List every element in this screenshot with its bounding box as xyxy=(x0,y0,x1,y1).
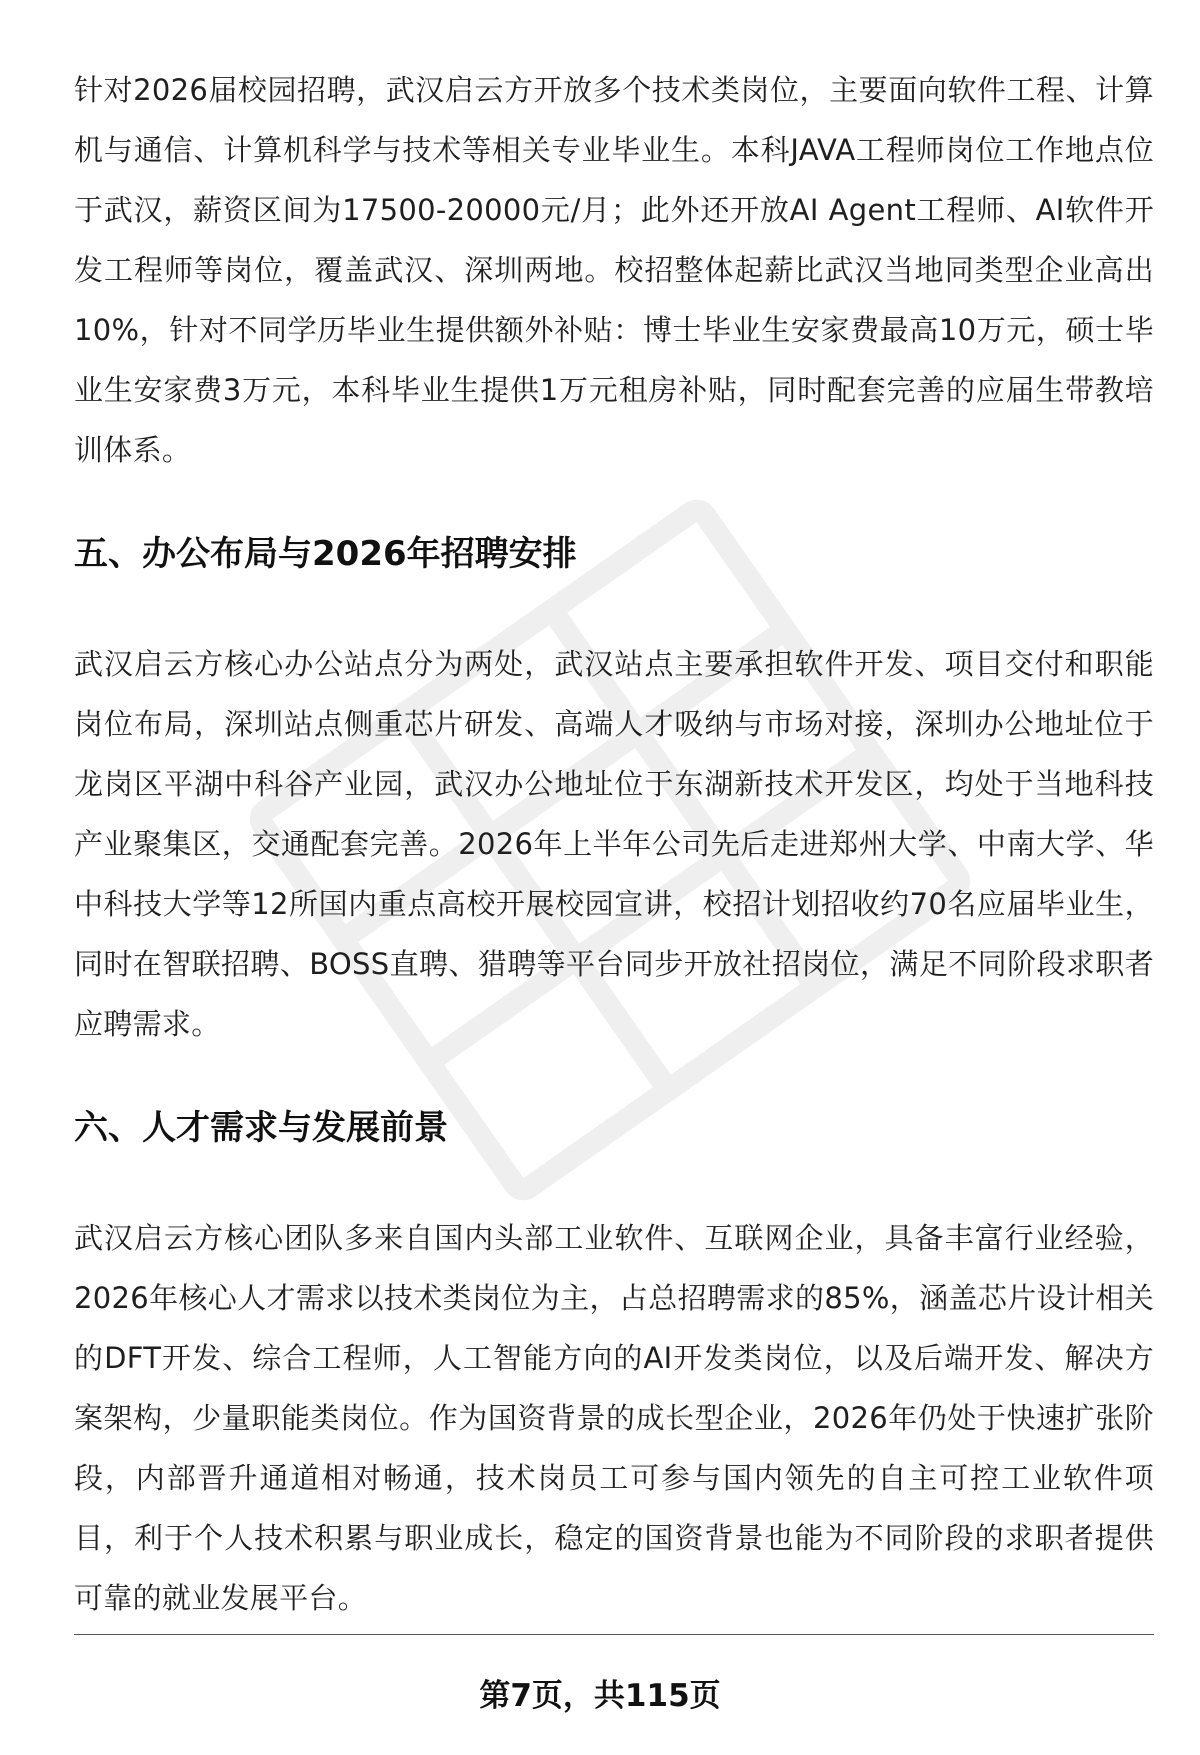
footer-divider xyxy=(74,1634,1154,1635)
section-body-office-layout: 武汉启云方核心办公站点分为两处，武汉站点主要承担软件开发、项目交付和职能岗位布局，深圳站点侧重芯片研发、高端人才吸纳与市场对接，深圳办公地址位于龙岗区平湖中科谷产业园，武汉办公地址位于东湖新技术开发区，均处于当地科技产业聚集区，交通配套完善。2026年上半年公司先后走进郑州大学、中南大学、华中科技大学等12所国内重点高校开展校园宣讲，校招计划招收约70名应届毕业生，同时在智联招聘、BOSS直聘、猎聘等平台同步开放社招岗位，满足不同阶段求职者应聘需求。 xyxy=(74,647,1154,1041)
intro-paragraph: 针对2026届校园招聘，武汉启云方开放多个技术类岗位，主要面向软件工程、计算机与通信、计算机科学与技术等相关专业毕业生。本科JAVA工程师岗位工作地点位于武汉，薪资区间为17500-20000元/月；此外还开放AI Agent工程师、AI软件开发工程师等岗位，覆盖武汉、深圳两地。校招整体起薪比武汉当地同类型企业高出10%，针对不同学历毕业生提供额外补贴：博士毕业生安家费最高10万元，硕士毕业生安家费3万元，本科毕业生提供1万元租房补贴，同时配套完善的应届生带教培训体系。 xyxy=(74,73,1154,467)
page-number: 第7页，共115页 xyxy=(479,1678,721,1714)
section-heading-office-layout: 五、办公布局与2026年招聘安排 xyxy=(74,534,577,574)
section-body-talent-needs: 武汉启云方核心团队多来自国内头部工业软件、互联网企业，具备丰富行业经验，2026年核心人才需求以技术类岗位为主，占总招聘需求的85%，涵盖芯片设计相关的DFT开发、综合工程师，人工智能方向的AI开发类岗位，以及后端开发、解决方案架构，少量职能类岗位。作为国资背景的成长型企业，2026年仍处于快速扩张阶段，内部晋升通道相对畅通，技术岗员工可参与国内领先的自主可控工业软件项目，利于个人技术积累与职业成长，稳定的国资背景也能为不同阶段的求职者提供可靠的就业发展平台。 xyxy=(74,1221,1154,1615)
main-content xyxy=(74,60,1154,1628)
section-heading-talent-needs: 六、人才需求与发展前景 xyxy=(74,1108,448,1148)
